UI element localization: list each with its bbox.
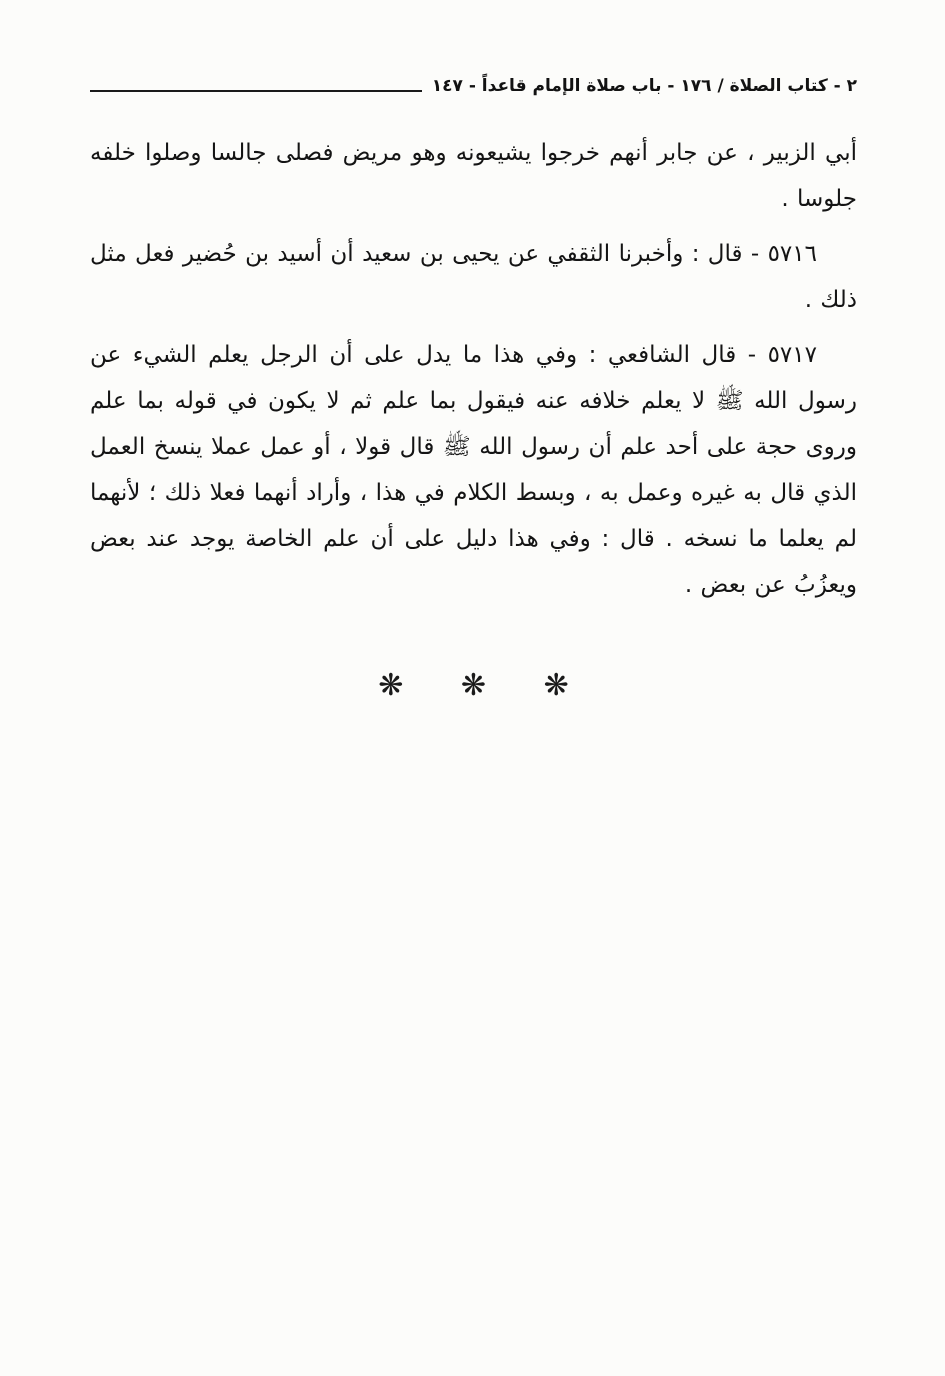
hadith-5716-paragraph: ٥٧١٦ - قال : وأخبرنا الثقفي عن يحيى بن سعيد أن أسيد بن حُضير فعل مثل ذلك .: [90, 241, 857, 313]
paragraph-continuation: أبي الزبير ، عن جابر أنهم خرجوا يشيعونه وهو مريض فصلى جالسا وصلوا خلفه جلوسا .: [90, 140, 857, 212]
header-rule: [90, 90, 422, 92]
page-body: [90, 130, 857, 703]
page-header: [90, 76, 857, 96]
running-head-title: ٢ - كتاب الصلاة / ١٧٦ - باب صلاة الإمام قاعداً - ١٤٧: [431, 76, 857, 96]
hadith-5717-paragraph: ٥٧١٧ - قال الشافعي : وفي هذا ما يدل على أن الرجل يعلم الشيء عن رسول الله ﷺ لا يعلم خلافه عنه فيقول بما علم ثم لا يكون في قوله بما علم وروى حجة على أحد علم أن رسول الله ﷺ قال قولا ، أو عمل عملا ينسخ العمل الذي قال به غيره وعمل به ، وبسط الكلام في هذا ، وأراد أنهما فعلا ذلك ؛ لأنهما لم يعلما ما نسخه . قال : وفي هذا دليل على أن علم الخاصة يوجد عند بعض ويعزُبُ عن بعض .: [90, 342, 857, 598]
section-end-marker: ❋ ❋ ❋: [378, 668, 569, 703]
